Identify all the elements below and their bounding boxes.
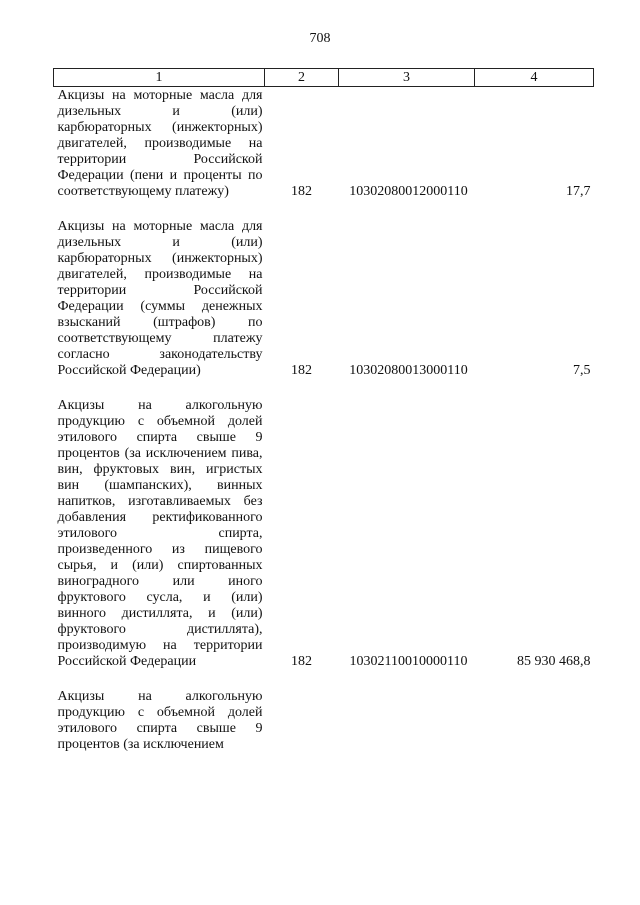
table-row: [54, 87, 594, 219]
row-amount: 7,5: [573, 363, 591, 378]
table-body: [54, 87, 594, 754]
header-column-2: 2: [265, 69, 339, 87]
header-column-3: 3: [339, 69, 475, 87]
row-admin-code: [265, 688, 339, 753]
table-row: [54, 218, 594, 397]
row-budget-code: 10302080013000110: [349, 363, 468, 378]
header-column-1: 1: [54, 69, 265, 87]
row-admin-code: 182: [291, 363, 312, 378]
row-budget-code: 10302080012000110: [349, 184, 468, 199]
table-row: [54, 688, 594, 753]
row-budget-code: 10302110010000110: [349, 654, 468, 669]
row-amount: 85 930 468,8: [517, 654, 591, 669]
row-admin-code: 182: [291, 654, 312, 669]
table-row: [54, 397, 594, 688]
page-number: 708: [309, 31, 331, 46]
row-description: Акцизы на алкогольную продукцию с объемной долей этилового спирта свыше 9 процентов (за исключением: [57, 689, 263, 752]
budget-revenue-table: [53, 68, 594, 753]
row-budget-code: [339, 688, 475, 753]
row-amount: 17,7: [566, 184, 591, 199]
header-column-4: 4: [475, 69, 594, 87]
row-amount: [475, 688, 594, 753]
row-description: Акцизы на моторные масла для дизельных и (или) карбюраторных (инжекторных) двигателей, производимые на территории Российской Федерации (суммы денежных взысканий (штрафов) по соответствующему платежу согласно законодательству Российской Федерации): [57, 219, 263, 378]
row-description: Акцизы на моторные масла для дизельных и (или) карбюраторных (инжекторных) двигателей, производимые на территории Российской Федерации (пени и проценты по соответствующему платежу): [57, 88, 263, 199]
table-header: [54, 69, 594, 87]
row-description: Акцизы на алкогольную продукцию с объемной долей этилового спирта свыше 9 процентов (за исключением пива, вин, фруктовых вин, игристых вин (шампанских), винных напитков, изготавливаемых без добавления ректификованного этилового спирта, произведенного из пищевого сырья, и (или) спиртованных виноградного или иного фруктового сусла, и (или) винного дистиллята, и (или) фруктового дистиллята), производимую на территории Российской Федерации: [57, 398, 263, 669]
header-row: [54, 69, 594, 87]
row-admin-code: 182: [291, 184, 312, 199]
